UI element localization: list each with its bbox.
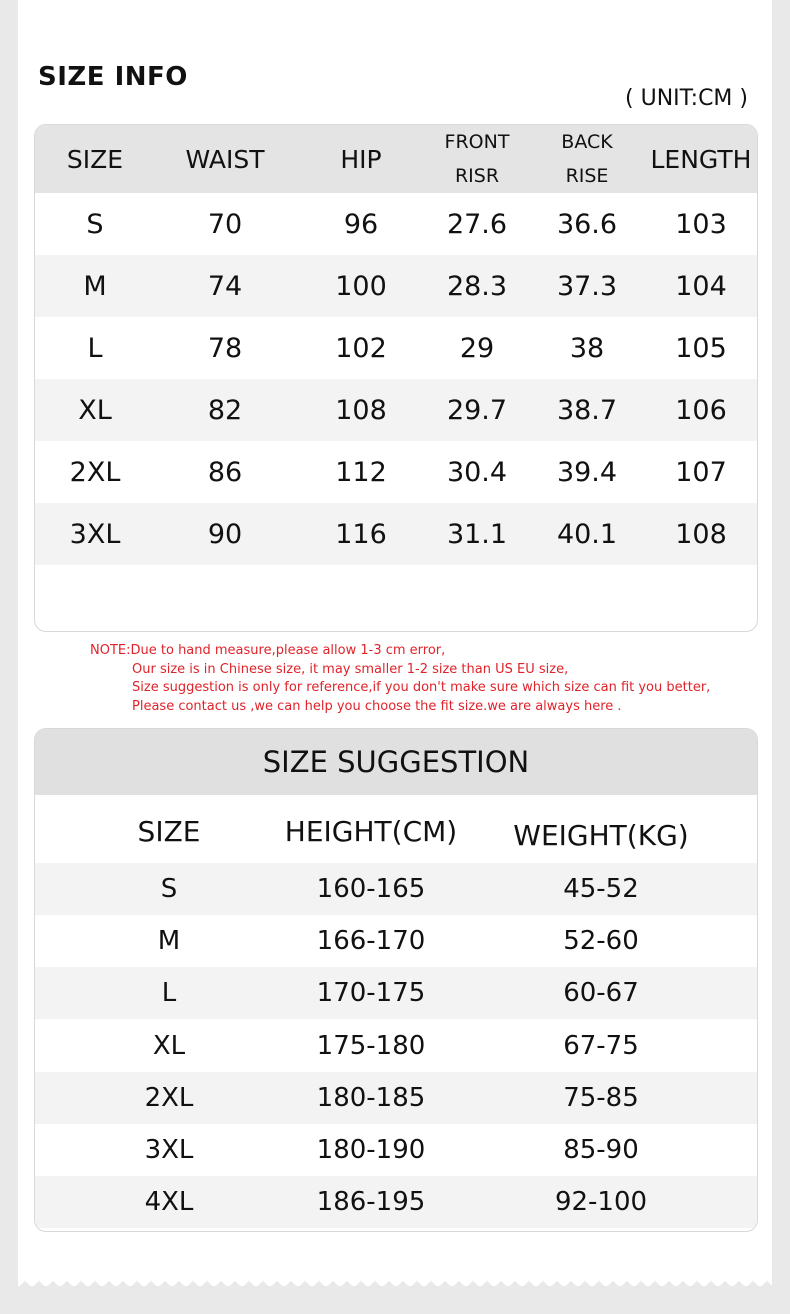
header-front-rise-line1: FRONT	[444, 131, 510, 153]
suggestion-cell-size: 2XL	[144, 1082, 194, 1113]
note-label: NOTE:	[90, 643, 131, 658]
cell-size: M	[83, 270, 107, 302]
note-line-1	[90, 642, 730, 661]
header-waist	[155, 125, 295, 193]
cell-front-rise: 28.3	[446, 270, 508, 302]
cell-size: XL	[78, 394, 112, 426]
torn-edge	[18, 1276, 772, 1286]
cell-hip: 100	[335, 270, 387, 302]
header-waist-text: WAIST	[185, 144, 265, 174]
suggestion-cell-height: 160-165	[316, 874, 426, 904]
cell-size: 2XL	[69, 456, 121, 488]
size-suggestion-table	[34, 728, 758, 1232]
cell-length: 106	[675, 394, 727, 426]
suggestion-cell-weight: 92-100	[554, 1187, 648, 1218]
cell-length: 107	[675, 456, 727, 488]
suggestion-cell-size: S	[160, 874, 178, 904]
suggestion-cell-height: 180-185	[316, 1082, 426, 1113]
suggestion-cell-height: 166-170	[316, 926, 426, 957]
cell-back-rise: 40.1	[556, 518, 618, 550]
cell-front-rise: 29.7	[446, 394, 508, 426]
size-suggestion-title: SIZE SUGGESTION	[35, 729, 757, 795]
suggestion-row	[35, 967, 757, 1019]
header-hip	[295, 125, 427, 193]
header-length-text: LENGTH	[650, 144, 752, 174]
cell-back-rise: 37.3	[556, 270, 618, 302]
cell-front-rise: 27.6	[446, 208, 508, 240]
header-size	[35, 125, 155, 193]
header-hip-text: HIP	[340, 144, 382, 174]
suggestion-cell-weight: 45-52	[563, 874, 639, 904]
cell-front-rise: 30.4	[446, 456, 508, 488]
suggestion-row	[35, 1020, 757, 1072]
note-line-3: Size suggestion is only for reference,if you don't make sure which size can fit you better,	[132, 680, 711, 695]
size-info-row	[35, 317, 757, 379]
suggestion-header-size: SIZE	[137, 814, 201, 848]
size-info-row	[35, 255, 757, 317]
cell-size: L	[87, 332, 103, 364]
unit-label: ( UNIT:CM )	[625, 86, 748, 111]
suggestion-row	[35, 863, 757, 915]
cell-front-rise: 29	[459, 332, 495, 364]
suggestion-cell-size: L	[161, 978, 177, 1009]
suggestion-cell-weight: 75-85	[563, 1082, 639, 1113]
suggestion-cell-weight: 52-60	[563, 926, 639, 957]
cell-waist: 86	[207, 456, 243, 488]
size-info-header-row	[35, 125, 757, 193]
suggestion-cell-size: 3XL	[144, 1135, 194, 1165]
suggestion-header-height: HEIGHT(CM)	[284, 814, 458, 848]
header-back-rise-line2: RISE	[565, 165, 609, 187]
cell-waist: 90	[207, 518, 243, 550]
cell-length: 108	[675, 518, 727, 550]
cell-hip: 96	[343, 208, 379, 240]
size-info-empty-row	[35, 565, 757, 627]
cell-waist: 82	[207, 394, 243, 426]
cell-front-rise: 31.1	[446, 518, 508, 550]
cell-back-rise: 38.7	[556, 394, 618, 426]
suggestion-row	[35, 1072, 757, 1124]
header-back-rise	[527, 125, 647, 193]
size-info-table	[34, 124, 758, 632]
size-info-row	[35, 379, 757, 441]
note-text-1: Due to hand measure,please allow 1-3 cm error,	[130, 643, 446, 658]
cell-length: 104	[675, 270, 727, 302]
suggestion-header-weight: WEIGHT(KG)	[513, 818, 689, 852]
cell-length: 105	[675, 332, 727, 364]
cell-back-rise: 38	[569, 332, 605, 364]
suggestion-cell-weight: 85-90	[563, 1135, 639, 1165]
header-length	[647, 125, 755, 193]
cell-hip: 116	[335, 518, 387, 550]
cell-back-rise: 39.4	[556, 456, 618, 488]
cell-length: 103	[675, 208, 727, 240]
suggestion-row	[35, 915, 757, 967]
suggestion-row	[35, 1124, 757, 1176]
note-line-2: Our size is in Chinese size, it may smaller 1-2 size than US EU size,	[132, 661, 569, 677]
header-size-text: SIZE	[66, 144, 124, 174]
suggestion-header-row	[35, 801, 757, 861]
suggestion-cell-height: 175-180	[316, 1030, 426, 1061]
size-info-row	[35, 503, 757, 565]
suggestion-cell-weight: 67-75	[563, 1030, 639, 1061]
cell-waist: 74	[207, 270, 243, 302]
note-line-4: Please contact us ,we can help you choose the fit size.we are always here .	[132, 698, 622, 714]
cell-back-rise: 36.6	[556, 208, 618, 240]
header-front-rise-line2: RISR	[454, 165, 500, 187]
header-front-rise	[427, 125, 527, 193]
cell-waist: 78	[207, 332, 243, 364]
suggestion-cell-height: 180-190	[316, 1135, 426, 1165]
cell-hip: 102	[335, 332, 387, 364]
size-info-row	[35, 441, 757, 503]
suggestion-cell-weight: 60-67	[563, 978, 639, 1009]
suggestion-cell-height: 170-175	[316, 978, 426, 1009]
cell-hip: 112	[335, 456, 387, 488]
header-back-rise-line1: BACK	[561, 131, 613, 153]
cell-size: S	[86, 208, 104, 240]
size-note	[90, 642, 730, 716]
suggestion-cell-size: M	[157, 926, 181, 957]
cell-waist: 70	[207, 208, 243, 240]
size-info-row	[35, 193, 757, 255]
cell-size: 3XL	[69, 518, 121, 550]
suggestion-cell-height: 186-195	[316, 1187, 426, 1218]
suggestion-row	[35, 1176, 757, 1228]
suggestion-cell-size: XL	[152, 1030, 186, 1061]
suggestion-cell-size: 4XL	[144, 1187, 194, 1218]
cell-hip: 108	[335, 394, 387, 426]
size-info-title: SIZE INFO	[38, 62, 188, 92]
